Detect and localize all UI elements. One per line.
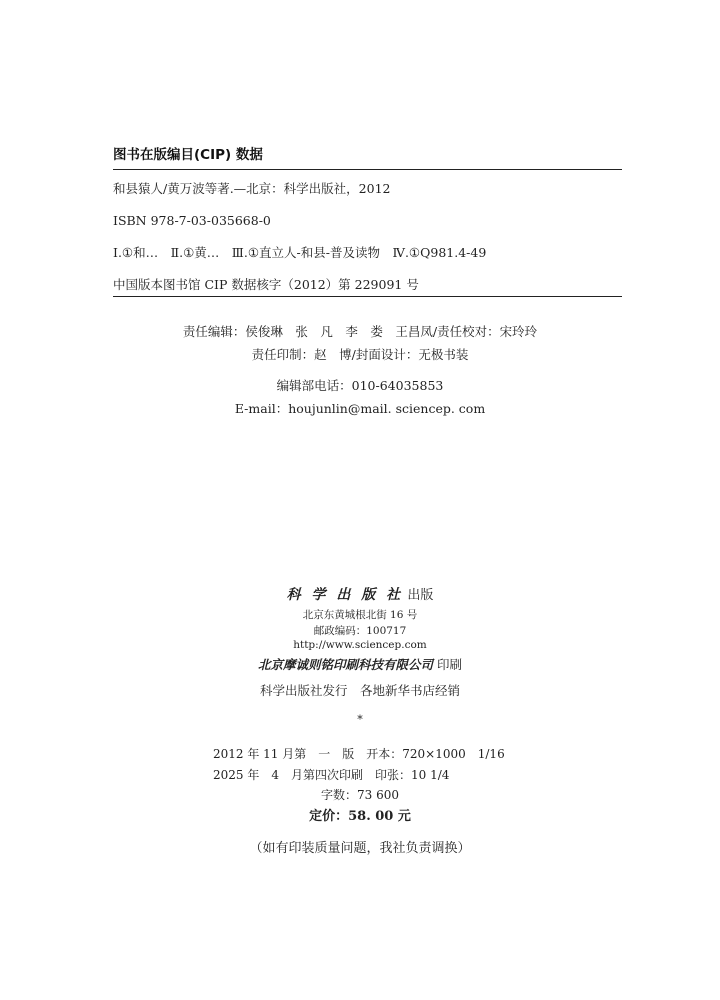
cip-bottom-rule <box>113 296 622 297</box>
edition-first-line: 2012 年 11 月第 一 版 开本：720×1000 1/16 <box>213 747 505 761</box>
cip-line-classification: Ⅰ.①和… Ⅱ.①黄… Ⅲ.①直立人-和县-普及读物 Ⅳ.①Q981.4-49 <box>113 245 487 260</box>
print-cover-credit: 责任印制：赵 博/封面设计：无极书装 <box>251 347 469 362</box>
editorial-email: E-mail：houjunlin@mail. sciencep. com <box>234 401 486 416</box>
publisher-address: 北京东黄城根北街 16 号 <box>302 609 418 621</box>
printer-suffix: 印刷 <box>436 657 462 672</box>
publisher-name: 科 学 出 版 社 <box>286 587 404 603</box>
cip-top-rule <box>113 169 622 170</box>
publisher-line <box>0 584 720 604</box>
publisher-postcode: 邮政编码：100717 <box>313 625 407 637</box>
printer-name: 北京摩诚则铭印刷科技有限公司 <box>257 657 433 672</box>
word-count: 字数：73 600 <box>321 788 399 802</box>
cip-heading: 图书在版编目(CIP) 数据 <box>113 147 263 163</box>
distribution-line: 科学出版社发行 各地新华书店经销 <box>259 683 460 698</box>
editors-credit: 责任编辑：侯俊琳 张 凡 李 娄 王昌凤/责任校对：宋玲玲 <box>182 324 538 339</box>
printer-line <box>0 655 720 673</box>
quality-notice: （如有印装质量问题，我社负责调换） <box>249 841 471 856</box>
price: 定价：58. 00 元 <box>309 809 411 824</box>
cip-line-record-number: 中国版本图书馆 CIP 数据核字（2012）第 229091 号 <box>113 277 419 292</box>
editorial-phone: 编辑部电话：010-64035853 <box>276 378 444 393</box>
publisher-suffix: 出版 <box>407 588 434 603</box>
edition-print-line: 2025 年 4 月第四次印刷 印张：10 1/4 <box>213 768 450 782</box>
cip-line-isbn: ISBN 978-7-03-035668-0 <box>113 213 271 228</box>
separator-asterisk: * <box>357 713 363 726</box>
publisher-website: http://www.sciencep.com <box>293 639 427 651</box>
cip-line-title-author: 和县猿人/黄万波等著.—北京：科学出版社，2012 <box>113 181 391 196</box>
